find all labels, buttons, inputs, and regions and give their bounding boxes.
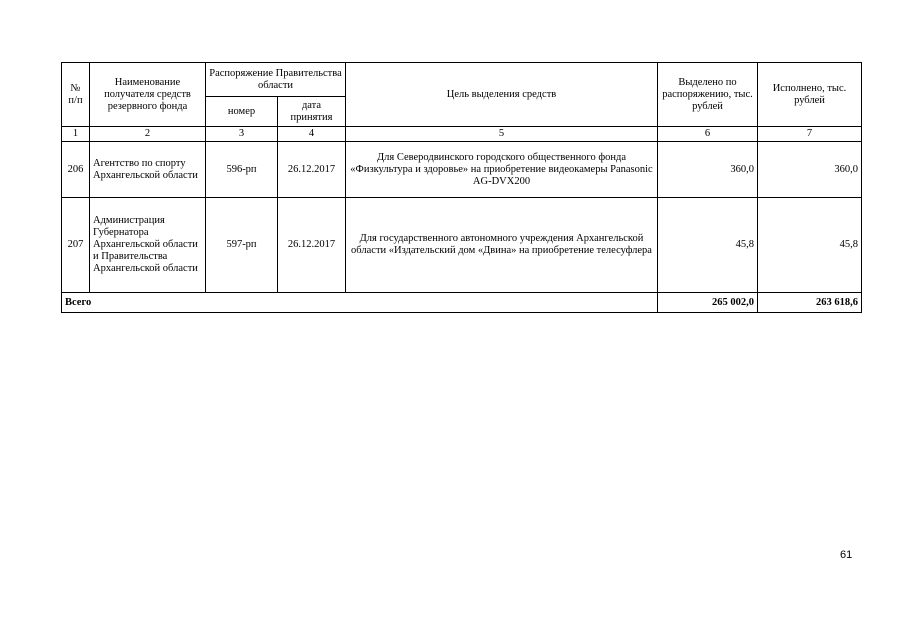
reserve-fund-table (61, 62, 862, 313)
row-executed: 360,0 (758, 142, 862, 198)
row-num: 207 (62, 198, 90, 293)
row-purpose: Для Северодвинского городского общественного фонда «Физкультура и здоровье» на приобретение видеокамеры Panasonic AG-DVX200 (346, 142, 658, 198)
header-order-date: дата принятия (278, 97, 346, 127)
header-order-number: номер (206, 97, 278, 127)
row-allocated: 360,0 (658, 142, 758, 198)
row-purpose: Для государственного автономного учреждения Архангельской области «Издательский дом «Двина» на приобретение телесуфлера (346, 198, 658, 293)
row-order-number: 597-рп (206, 198, 278, 293)
row-num: 206 (62, 142, 90, 198)
column-index: 6 (658, 127, 758, 142)
column-index: 3 (206, 127, 278, 142)
total-allocated: 265 002,0 (658, 293, 758, 313)
row-order-date: 26.12.2017 (278, 142, 346, 198)
table-row (62, 198, 862, 293)
header-allocated: Выделено по распоряжению, тыс. рублей (658, 63, 758, 127)
row-order-number: 596-рп (206, 142, 278, 198)
row-allocated: 45,8 (658, 198, 758, 293)
column-index-row (62, 127, 862, 142)
page-number: 61 (840, 549, 853, 561)
header-recipient: Наименование получателя средств резервного фонда (90, 63, 206, 127)
header-executed: Исполнено, тыс. рублей (758, 63, 862, 127)
header-row-top (62, 63, 862, 97)
total-label: Всего (62, 293, 658, 313)
row-executed: 45,8 (758, 198, 862, 293)
column-index: 2 (90, 127, 206, 142)
column-index: 4 (278, 127, 346, 142)
header-num: № п/п (62, 63, 90, 127)
row-recipient: Агентство по спорту Архангельской области (90, 142, 206, 198)
header-purpose: Цель выделения средств (346, 63, 658, 127)
table-row (62, 142, 862, 198)
row-recipient: Администрация Губернатора Архангельской области и Правительства Архангельской области (90, 198, 206, 293)
column-index: 5 (346, 127, 658, 142)
row-order-date: 26.12.2017 (278, 198, 346, 293)
header-order-group: Распоряжение Правительства области (206, 63, 346, 97)
column-index: 7 (758, 127, 862, 142)
total-executed: 263 618,6 (758, 293, 862, 313)
column-index: 1 (62, 127, 90, 142)
total-row (62, 293, 862, 313)
